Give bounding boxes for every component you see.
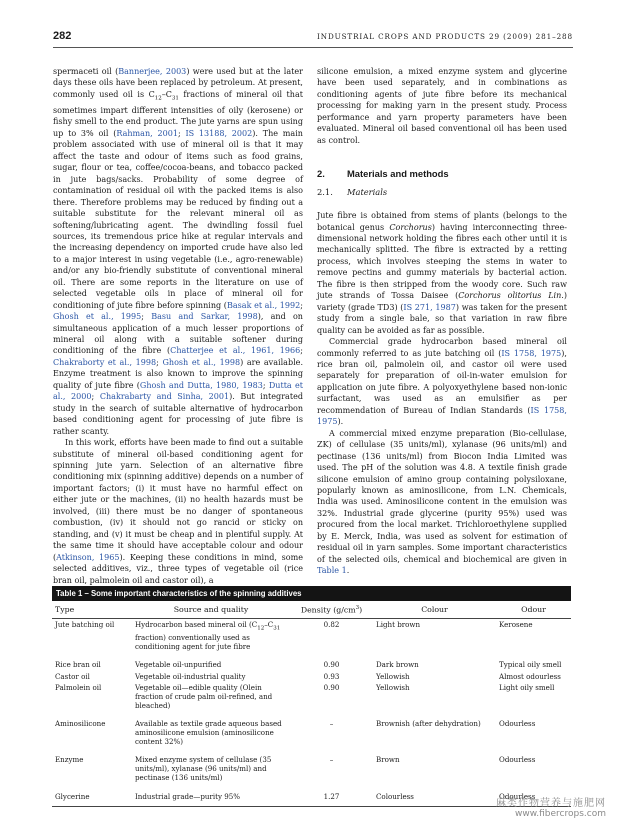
cell-odour: Odourless	[499, 755, 536, 765]
data-table	[52, 601, 571, 802]
cell-source: Mixed enzyme system of cellulase (35 units/ml), xylanase (96 units/ml) and pectinase (136 units/ml)	[135, 755, 272, 783]
cell-source: Hydrocarbon based mineral oil ($C_{12}-C_{31}$ fraction) conventionally used as conditioning agent for jute fibre	[135, 619, 281, 652]
col-header-odour: Odour	[496, 601, 571, 618]
journal-citation: INDUSTRIAL CROPS AND PRODUCTS 29 (2009) 281–288	[317, 32, 573, 41]
cell-colour: Light brown	[376, 619, 421, 629]
citation-link[interactable]: Atkinson, 1965	[56, 552, 120, 562]
table-row	[52, 784, 571, 802]
cell-type: Enzyme	[55, 755, 84, 765]
cell-colour: Brown	[376, 755, 400, 765]
cell-density: 0.90	[323, 660, 340, 670]
cell-density: 1.27	[323, 791, 340, 801]
cell-odour: Almost odourless	[499, 671, 561, 681]
cell-type: Rice bran oil	[55, 660, 101, 670]
left-column	[53, 66, 303, 586]
table-row	[52, 671, 571, 682]
page-number: 282	[53, 30, 72, 42]
table-bottom-rule	[52, 806, 571, 807]
subsection-heading: 2.1. Materials	[317, 186, 388, 197]
table-row	[52, 747, 571, 783]
citation-link[interactable]: Table 1	[317, 566, 347, 576]
cell-source: Vegetable oil—edible quality (Olein fraction of crude palm oil-refined, and bleached)	[135, 682, 273, 710]
cell-type: Castor oil	[55, 671, 90, 681]
table-row	[52, 682, 571, 711]
table-row	[52, 618, 571, 652]
cell-density: –	[329, 718, 334, 728]
paragraph: Jute fibre is obtained from stems of plants (belongs to the botanical genus Corchorus) having interconnecting three-dimensional network holding the fibres each other until it is mechanically splitted. The fibre is extracted by a retting process, which involves steeping the stems in water to remove pectins and gummy materials by bacterial action. The fibre is then stripped from the woody core. Such raw jute strands of Tossa Daisee (Corchorus olitorius Lin.) variety (grade TD3) (IS 271, 1987) was taken for the present study from a single bale, so that variation in raw fibre quality can be avoided as far as possible.	[317, 211, 568, 335]
cell-density: 0.82	[323, 619, 340, 629]
paragraph: A commercial mixed enzyme preparation (Bio-cellulase, ZK) of cellulase (35 units/ml), xylanase (96 units/ml) and pectinase (136 units/ml) from Biocon India Limited was used. The pH of the solution was 4.8. A textile finish grade silicone emulsion of amino group containing polysiloxane, popularly known as aminosilicone, from L.N. Chemicals, India was used. Aminosilicone content in the emulsion was 32%. Industrial grade glycerine (purity 95%) used was procured from the local market. Trichloroethylene supplied by E. Merck, India, was used as solvent for estimation of residual oil in yarn samples. Some important characteristics of the selected oils, chemical and biochemical are given in Table 1.	[317, 428, 567, 576]
citation-link[interactable]: IS 1758, 1975	[501, 348, 562, 358]
running-header	[53, 30, 573, 46]
cell-colour: Yellowish	[376, 682, 410, 692]
paragraph: Commercial grade hydrocarbon based mineral oil commonly referred to as jute batching oil (IS 1758, 1975), rice bran oil, palmolein oil, and castor oil were used separately for preparation of oil-in-water emulsion for application on jute fibre. A polyoxyethylene based non-ionic surfactant, was used as an emulsifier as per recommendation of Bureau of Indian Standards (IS 1758, 1975).	[317, 337, 567, 427]
citation-link[interactable]: IS 271, 1987	[403, 302, 456, 312]
citation-link[interactable]: Ghosh et al., 1995	[53, 312, 142, 322]
cell-type: Glycerine	[55, 791, 90, 801]
col-header-colour: Colour	[373, 601, 496, 618]
cell-colour: Colourless	[376, 791, 414, 801]
citation-link[interactable]: Chatterjee et al., 1961, 1966	[170, 346, 301, 356]
citation-link[interactable]: IS 13188, 2002	[185, 128, 253, 138]
table-row	[52, 652, 571, 670]
cell-source: Vegetable oil-unpurified	[135, 660, 222, 670]
col-header-type: Type	[52, 601, 132, 618]
citation-link[interactable]: Chakraborty et al., 1998	[53, 357, 157, 367]
citation-link[interactable]: Ghosh and Dutta, 1980, 1983	[139, 380, 263, 390]
col-header-source: Source and quality	[132, 601, 290, 618]
paragraph: spermaceti oil (Bannerjee, 2003) were used but at the later days these oils have been replaced by petroleum. At present, commonly used oil is $C_{12}-C_{31}$ fractions of mineral oil that sometimes impart different intensities of oily (kerosene) or fishy smell to the end product. The jute yarns are spun using up to 3% oil (Rahman, 2001; IS 13188, 2002). The main problem associated with use of mineral oil is that it may affect the taste and odour of items such as food grains, sugar, flour or tea, coffee/cocoa-beans, and tobacco packed in jute bags/sacks. Probability of some degree of contamination of residual oil with the packed items is also there. Therefore problems may be reduced by finding out a suitable substitute for the relevant mineral oil as softening/lubricating agent. The dwindling fossil fuel sources, its tremendous price hike at regular intervals and the increasing dependency on imported crude have also led to a major interest in using vegetable (i.e., agro-renewable) and/or any bio-friendly substitute of conventional mineral oil. There are some reports in the literature on use of selected vegetable oils in place of mineral oil for conditioning of jute fibre before spinning (Basak et al., 1992; Ghosh et al., 1995; Basu and Sarkar, 1998), and on simultaneous application of a much lesser proportions of mineral oil along with a suitable softener during conditioning of the fibre (Chatterjee et al., 1961, 1966; Chakraborty et al., 1998; Ghosh et al., 1998) are available. Enzyme treatment is also known to improve the spinning quality of jute fibre (Ghosh and Dutta, 1980, 1983; Dutta et al., 2000; Chakrabarty and Sinha, 2001). But integrated study in the search of suitable alternative of hydrocarbon based conditioning agent for processing of jute fibre is rather scanty.	[53, 67, 304, 436]
table-title: Table 1 – Some important characteristics of the spinning additives	[52, 586, 571, 601]
col-header-density: Density $(g/cm^3)$	[290, 601, 373, 618]
watermark-url: www.fibercrops.com	[515, 809, 606, 819]
citation-link[interactable]: Bannerjee, 2003	[118, 67, 187, 76]
watermark-cn: 麻类作物营养与施肥网	[496, 798, 606, 809]
cell-odour: Odourless	[499, 718, 536, 728]
cell-colour: Yellowish	[376, 671, 410, 681]
table-row	[52, 711, 571, 747]
cell-odour: Typical oily smell	[499, 660, 562, 670]
table-body	[52, 618, 571, 801]
cell-density: 0.90	[323, 682, 340, 692]
citation-link[interactable]: Rahman, 2001	[116, 128, 178, 138]
citation-link[interactable]: IS 1758, 1975	[317, 405, 567, 427]
citation-link[interactable]: Chakrabarty and Sinha, 2001	[99, 392, 230, 402]
citation-link[interactable]: Basu and Sarkar, 1998	[151, 312, 258, 322]
cell-density: –	[329, 755, 334, 765]
cell-type: Aminosilicone	[55, 718, 106, 728]
citation-link[interactable]: Ghosh et al., 1998	[162, 357, 241, 367]
paragraph: In this work, efforts have been made to find out a suitable substitute of mineral oil-based conditioning agent for spinning jute yarn. Selection of an alternative fibre conditioning mix (spinning additive) depends on a number of important factors; (i) it must have no harmful effect on either jute or the machines, (ii) no health hazards must be involved, (iii) there must be no danger of spontaneous combustion, (iv) it should not go rancid or sticky on standing, and (v) it must be cheap and in plentiful supply. At the same time it should have acceptable colour and odour (Atkinson, 1965). Keeping these conditions in mind, some selected additives, viz., three types of vegetable oil (rice bran oil, palmolein oil and castor oil), a	[53, 438, 304, 585]
cell-source: Available as textile grade aqueous based aminosilicone emulsion (aminosilicone content 32%)	[135, 718, 282, 747]
citation-link[interactable]: Dutta et al., 2000	[53, 380, 303, 402]
cell-odour: Light oily smell	[499, 682, 555, 692]
header-rule	[53, 47, 573, 48]
table-1	[52, 586, 571, 807]
cell-source: Vegetable oil-industrial quality	[135, 671, 246, 681]
table-header-row	[52, 601, 571, 618]
cell-source: Industrial grade—purity 95%	[135, 791, 241, 801]
right-column	[317, 66, 567, 577]
section-heading: 2. Materials and methods	[317, 168, 449, 180]
cell-type: Palmolein oil	[55, 682, 102, 692]
paragraph: silicone emulsion, a mixed enzyme system and glycerine have been used separately, and in combinations as conditioning agents of jute fibre before its mechanical processing for making yarn in the present study. Process performance and yarn property parameters have been evaluated. Mineral oil based conventional oil has been used as control.	[317, 67, 567, 145]
citation-link[interactable]: Basak et al., 1992	[226, 300, 301, 310]
cell-odour: Kerosene	[499, 619, 533, 629]
cell-colour: Brownish (after dehydration)	[376, 718, 481, 728]
cell-colour: Dark brown	[376, 660, 419, 670]
watermark	[496, 798, 606, 820]
cell-density: 0.93	[323, 671, 340, 681]
cell-odour: Odourless	[499, 791, 536, 801]
cell-type: Jute batching oil	[55, 619, 115, 629]
